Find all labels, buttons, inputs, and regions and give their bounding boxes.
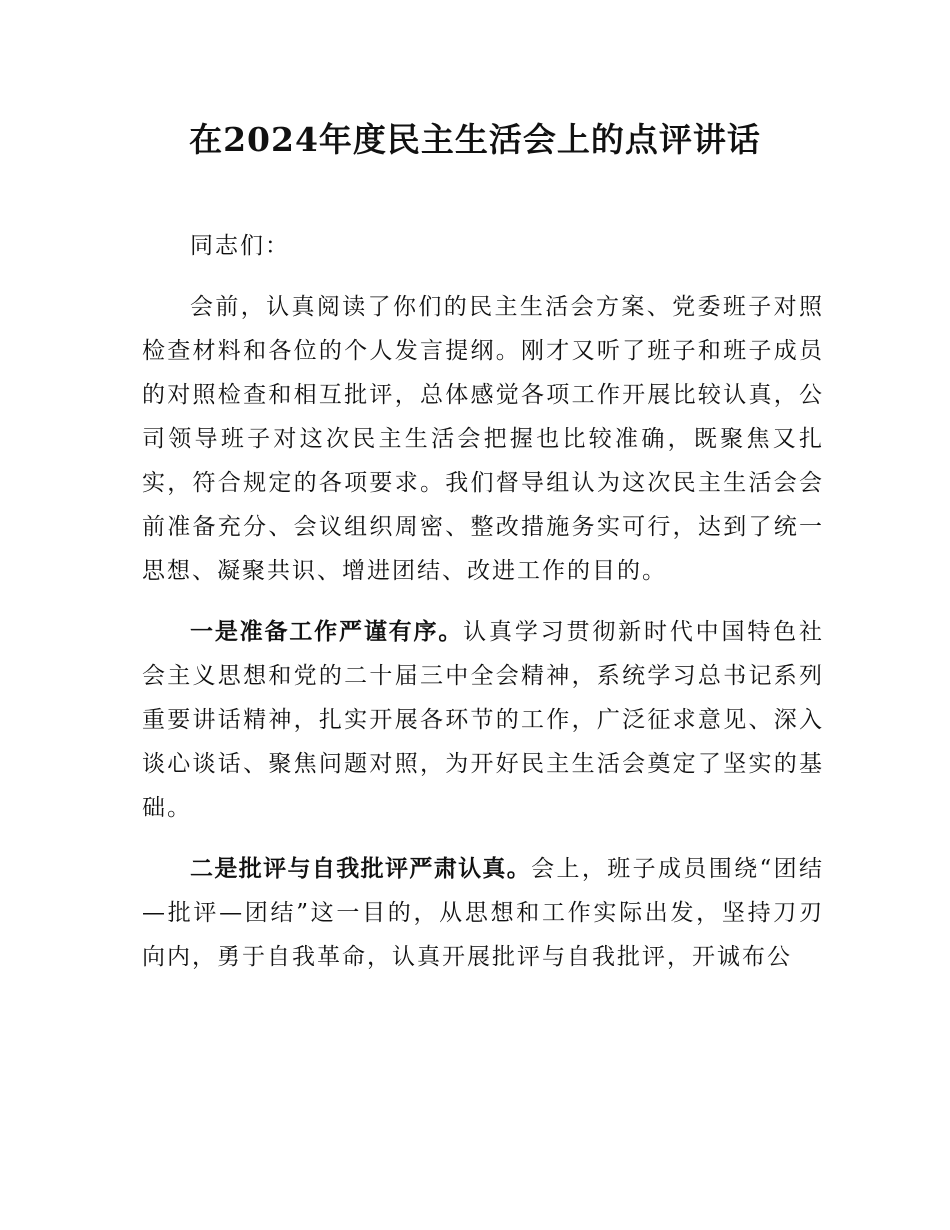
point-1-text: 认真学习贯彻新时代中国特色社会主义思想和党的二十届三中全会精神，系统学习总书记系列重要讲话精神，扎实开展各环节的工作，广泛征求意见、深入谈心谈话、聚焦问题对照，为开好民主生活会奠定了坚实的基础。 [142,619,825,821]
paragraph-point-2 [142,847,824,979]
paragraph-point-1 [142,610,824,830]
paragraph-intro: 会前，认真阅读了你们的民主生活会方案、党委班子对照检查材料和各位的个人发言提纲。刚才又听了班子和班子成员的对照检查和相互批评，总体感觉各项工作开展比较认真，公司领导班子对这次民主生活会把握也比较准确，既聚焦又扎实，符合规定的各项要求。我们督导组认为这次民主生活会会前准备充分、会议组织周密、整改措施务实可行，达到了统一思想、凝聚共识、增进团结、改进工作的目的。 [142,294,824,584]
salutation: 同志们： [190,233,290,259]
document-title: 在2024年度民主生活会上的点评讲话 [189,120,761,159]
point-2-heading: 二是批评与自我批评严肃认真。 [190,856,532,882]
point-2-text: 会上，班子成员围绕“团结—批评—团结”这一目的，从思想和工作实际出发，坚持刀刃向内，勇于自我革命，认真开展批评与自我批评，开诚布公 [142,856,824,970]
point-1-heading: 一是准备工作严谨有序。 [190,619,464,645]
document-body [142,224,824,979]
